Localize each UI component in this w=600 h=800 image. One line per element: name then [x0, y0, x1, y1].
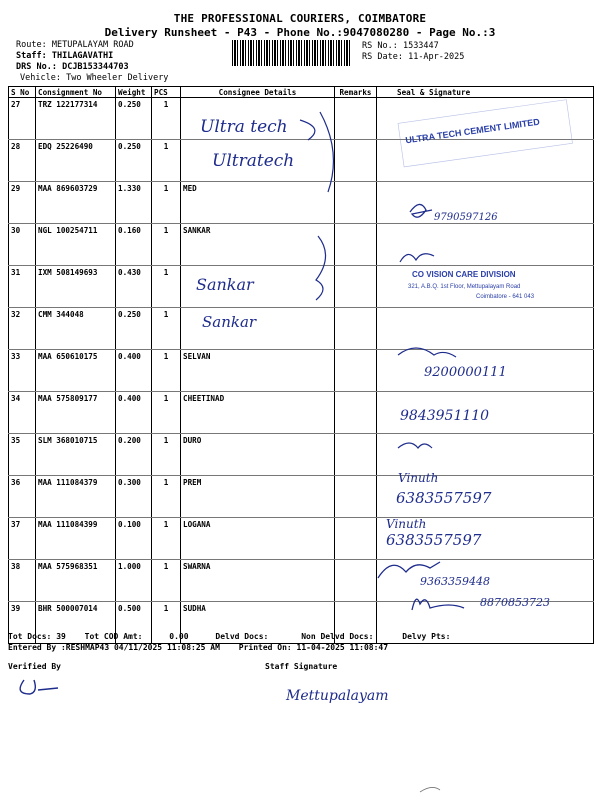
- row-consignment-no: MAA 575968351: [36, 560, 116, 602]
- row-sno: 30: [9, 224, 36, 266]
- entered-by: Entered By :RESHMAP43 04/11/2025 11:08:25 AM: [8, 643, 220, 652]
- row-pcs: 1: [152, 392, 181, 434]
- row-pcs: 1: [152, 560, 181, 602]
- row-consignee: SELVAN: [181, 350, 335, 392]
- handwritten-name-32: Sankar: [202, 313, 257, 331]
- row-weight: 0.250: [116, 140, 152, 182]
- row-consignment-no: SLM 368010715: [36, 434, 116, 476]
- covision-stamp-addr: 321, A.B.Q. 1st Floor, Mettupalayam Road: [408, 284, 521, 290]
- row-weight: 0.500: [116, 602, 152, 644]
- row-weight: 0.100: [116, 518, 152, 560]
- row-pcs: 1: [152, 434, 181, 476]
- row-consignment-no: MAA 575809177: [36, 392, 116, 434]
- row-consignment-no: MAA 111084399: [36, 518, 116, 560]
- row-consignee: DURO: [181, 434, 335, 476]
- row-sno: 35: [9, 434, 36, 476]
- covision-stamp-title: CO VISION CARE DIVISION: [412, 270, 516, 279]
- signature-39: [412, 599, 464, 610]
- non-delvd-docs-label: Non Delvd Docs:: [301, 632, 374, 641]
- row-weight: 1.000: [116, 560, 152, 602]
- row-weight: 0.300: [116, 476, 152, 518]
- staff-value: THILAGAVATHI: [51, 51, 114, 61]
- ultratech-stamp: [398, 100, 572, 167]
- runsheet-title: Delivery Runsheet - P43 - Phone No.:9047080280 - Page No.:3: [104, 26, 496, 39]
- row-sno: 31: [9, 266, 36, 308]
- signature-31: [400, 254, 434, 262]
- phone-34: 9843951110: [400, 408, 490, 424]
- phone-37: 6383557597: [386, 531, 482, 549]
- row-consignment-no: BHR 500007014: [36, 602, 116, 644]
- row-sno: 32: [9, 308, 36, 350]
- phone-38: 9363359448: [420, 575, 490, 588]
- staff-label: Staff:: [16, 51, 47, 61]
- col-consignment: Consignment No: [36, 87, 116, 98]
- row-sno: 37: [9, 518, 36, 560]
- col-weight: Weight: [116, 87, 152, 98]
- handwritten-name-27: Ultra tech: [200, 117, 288, 137]
- tot-cod-value: 0.00: [169, 632, 189, 641]
- tot-docs-label: Tot Docs:: [8, 632, 52, 641]
- col-remarks: Remarks: [335, 87, 377, 98]
- delvy-pts-label: Delvy Pts:: [402, 632, 451, 641]
- row-pcs: 1: [152, 98, 181, 140]
- vehicle-label: Vehicle:: [20, 73, 61, 83]
- delvd-docs-label: Delvd Docs:: [215, 632, 269, 641]
- row-weight: 0.160: [116, 224, 152, 266]
- row-consignee: SANKAR: [181, 224, 335, 266]
- staff-signature-hand: Mettupalayam: [286, 688, 389, 704]
- row-pcs: 1: [152, 266, 181, 308]
- row-weight: 0.400: [116, 392, 152, 434]
- rs-no-label: RS No.:: [362, 41, 398, 51]
- company-title: THE PROFESSIONAL COURIERS, COIMBATORE: [173, 12, 427, 25]
- row-weight: 0.400: [116, 350, 152, 392]
- footer-entry: [8, 643, 388, 652]
- row-weight: 0.250: [116, 308, 152, 350]
- handwritten-name-31: Sankar: [196, 275, 254, 294]
- drs-label: DRS No.:: [16, 62, 57, 72]
- vinuth-36: Vinuth: [398, 471, 439, 485]
- ultratech-stamp-text: ULTRA TECH CEMENT LIMITED: [404, 116, 541, 146]
- covision-stamp-city: Coimbatore - 641 043: [476, 294, 535, 300]
- row-sno: 39: [9, 602, 36, 644]
- signature-29: [410, 204, 432, 217]
- row-pcs: 1: [152, 350, 181, 392]
- row-consignee: SWARNA: [181, 560, 335, 602]
- row-pcs: 1: [152, 518, 181, 560]
- row-sno: 36: [9, 476, 36, 518]
- row-pcs: 1: [152, 140, 181, 182]
- row-consignee: LOGANA: [181, 518, 335, 560]
- row-consignee: CHEETINAD: [181, 392, 335, 434]
- row-consignee: SUDHA: [181, 602, 335, 644]
- vehicle-value: Two Wheeler Delivery: [66, 73, 169, 83]
- tot-docs-value: 39: [56, 632, 66, 641]
- row-pcs: 1: [152, 182, 181, 224]
- row-consignment-no: TRZ 122177314: [36, 98, 116, 140]
- signature-33: [398, 348, 456, 357]
- phone-36: 6383557597: [396, 489, 492, 507]
- row-consignment-no: MAA 869603729: [36, 182, 116, 224]
- row-pcs: 1: [152, 308, 181, 350]
- route-value: METUPALAYAM ROAD: [51, 40, 134, 50]
- drs-value: DCJB153344703: [62, 62, 129, 72]
- row-sno: 29: [9, 182, 36, 224]
- handwritten-name-28: Ultratech: [212, 151, 295, 171]
- rs-date-label: RS Date:: [362, 52, 403, 62]
- printed-on: Printed On: 11-04-2025 11:08:47: [238, 643, 389, 652]
- row-weight: 0.200: [116, 434, 152, 476]
- row-pcs: 1: [152, 476, 181, 518]
- col-seal-signature: Seal & Signature: [377, 87, 594, 98]
- row-weight: 0.250: [116, 98, 152, 140]
- row-consignment-no: NGL 100254711: [36, 224, 116, 266]
- rs-date-value: 11-Apr-2025: [408, 52, 465, 62]
- row-consignee: MED: [181, 182, 335, 224]
- phone-39: 8870853723: [480, 596, 550, 609]
- row-weight: 1.330: [116, 182, 152, 224]
- row-consignment-no: MAA 650610175: [36, 350, 116, 392]
- footer-totals: [8, 632, 450, 641]
- verified-signature: [20, 680, 58, 694]
- col-sno: S No: [9, 87, 36, 98]
- row-sno: 34: [9, 392, 36, 434]
- vinuth-37: Vinuth: [386, 517, 427, 531]
- row-sno: 27: [9, 98, 36, 140]
- col-consignee: Consignee Details: [181, 87, 335, 98]
- rs-no-value: 1533447: [402, 41, 439, 51]
- row-pcs: 1: [152, 602, 181, 644]
- row-sno: 28: [9, 140, 36, 182]
- row-weight: 0.430: [116, 266, 152, 308]
- col-pcs: PCS: [152, 87, 181, 98]
- covision-stamp: [408, 270, 535, 300]
- tot-cod-label: Tot COD Amt:: [84, 632, 143, 641]
- row-sno: 38: [9, 560, 36, 602]
- row-consignment-no: EDQ 25226490: [36, 140, 116, 182]
- verified-by-label: Verified By: [8, 662, 61, 671]
- row-consignee: PREM: [181, 476, 335, 518]
- phone-33: 9200000111: [424, 365, 507, 380]
- row-consignment-no: CMM 344048: [36, 308, 116, 350]
- row-sno: 33: [9, 350, 36, 392]
- row-consignment-no: IXM 508149693: [36, 266, 116, 308]
- route-label: Route:: [16, 40, 47, 50]
- signature-35: [398, 443, 432, 448]
- row-pcs: 1: [152, 224, 181, 266]
- staff-signature-label: Staff Signature: [265, 662, 338, 671]
- row-consignment-no: MAA 111084379: [36, 476, 116, 518]
- phone-29: 9790597126: [434, 212, 498, 223]
